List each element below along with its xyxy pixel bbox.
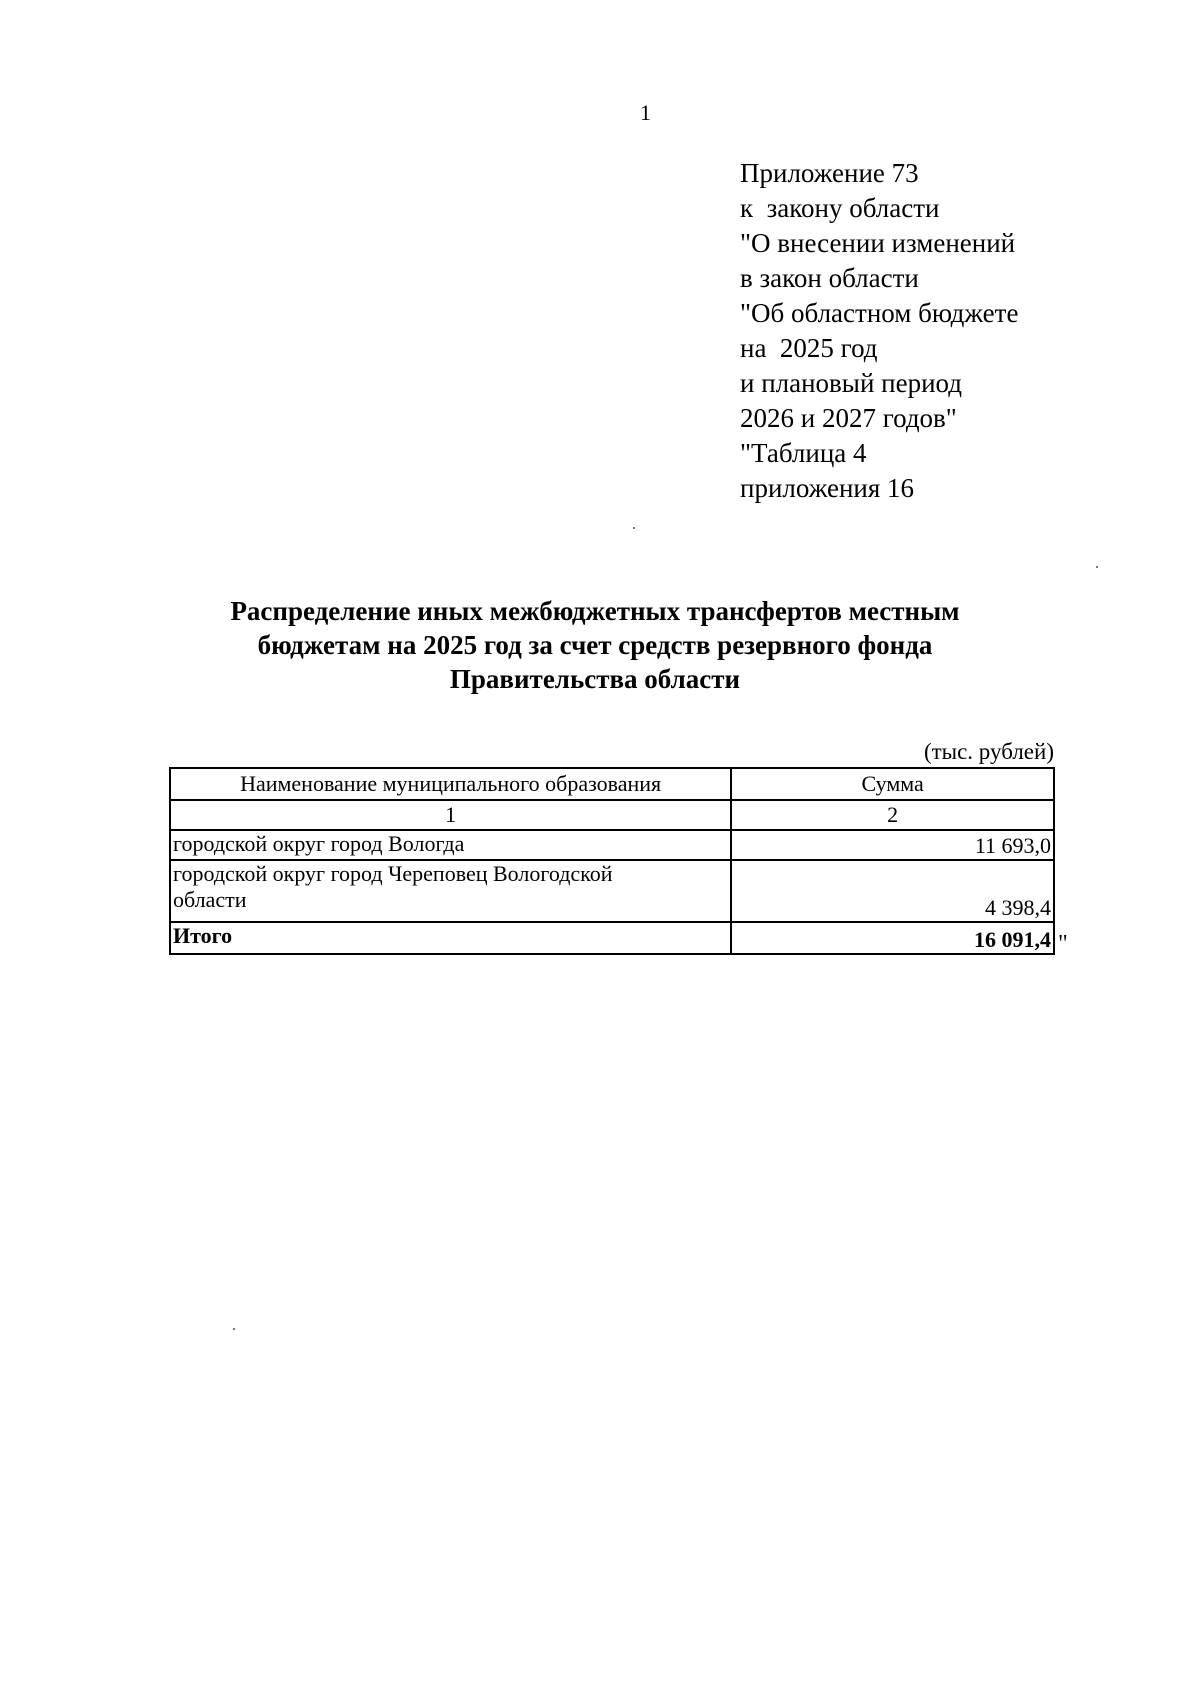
scan-speck: [1096, 566, 1098, 568]
units-label: (тыс. рублей): [923, 739, 1054, 764]
column-number: 1: [170, 800, 731, 830]
municipality-name: [170, 860, 731, 922]
municipality-name-line: городской округ город Вологда: [173, 831, 465, 856]
scan-speck: [233, 1328, 235, 1330]
municipality-name: [170, 830, 731, 860]
municipality-name-line: области: [173, 887, 247, 912]
amount-cell: 11 693,0: [731, 830, 1054, 860]
page-number: 1: [640, 100, 651, 125]
amount-cell: 4 398,4: [731, 860, 1054, 922]
table-header-row: [170, 768, 1054, 800]
total-row: [170, 922, 1054, 954]
header-municipality: Наименование муниципального образования: [170, 768, 731, 800]
appendix-line: "О внесении изменений: [740, 228, 1016, 258]
column-number: 2: [731, 800, 1054, 830]
appendix-line: к закону области: [740, 193, 940, 223]
appendix-line: "Об областном бюджете: [740, 298, 1019, 328]
appendix-reference: [740, 156, 1018, 506]
header-amount: Сумма: [731, 768, 1054, 800]
title-line: Распределение иных межбюджетных трансфертов местным: [230, 596, 960, 626]
appendix-line: в закон области: [740, 263, 919, 293]
transfers-table: [169, 767, 1055, 955]
scan-speck: [633, 527, 635, 529]
appendix-line: 2026 и 2027 годов": [740, 403, 957, 433]
appendix-line: приложения 16: [740, 473, 915, 503]
appendix-line: и плановый период: [740, 368, 962, 398]
table-row: [170, 830, 1054, 860]
document-title: [190, 594, 1000, 696]
municipality-name-line: городской округ город Череповец Вологодской: [173, 861, 613, 886]
closing-quote: ": [1058, 931, 1068, 957]
table-row: [170, 860, 1054, 922]
title-line: бюджетам на 2025 год за счет средств резервного фонда: [257, 630, 933, 660]
appendix-line: на 2025 год: [740, 333, 878, 363]
appendix-line: "Таблица 4: [740, 438, 867, 468]
column-number-row: [170, 800, 1054, 830]
appendix-line: Приложение 73: [740, 158, 919, 188]
total-label: Итого: [170, 922, 731, 954]
title-line: Правительства области: [449, 664, 741, 694]
total-amount: 16 091,4: [731, 922, 1054, 954]
